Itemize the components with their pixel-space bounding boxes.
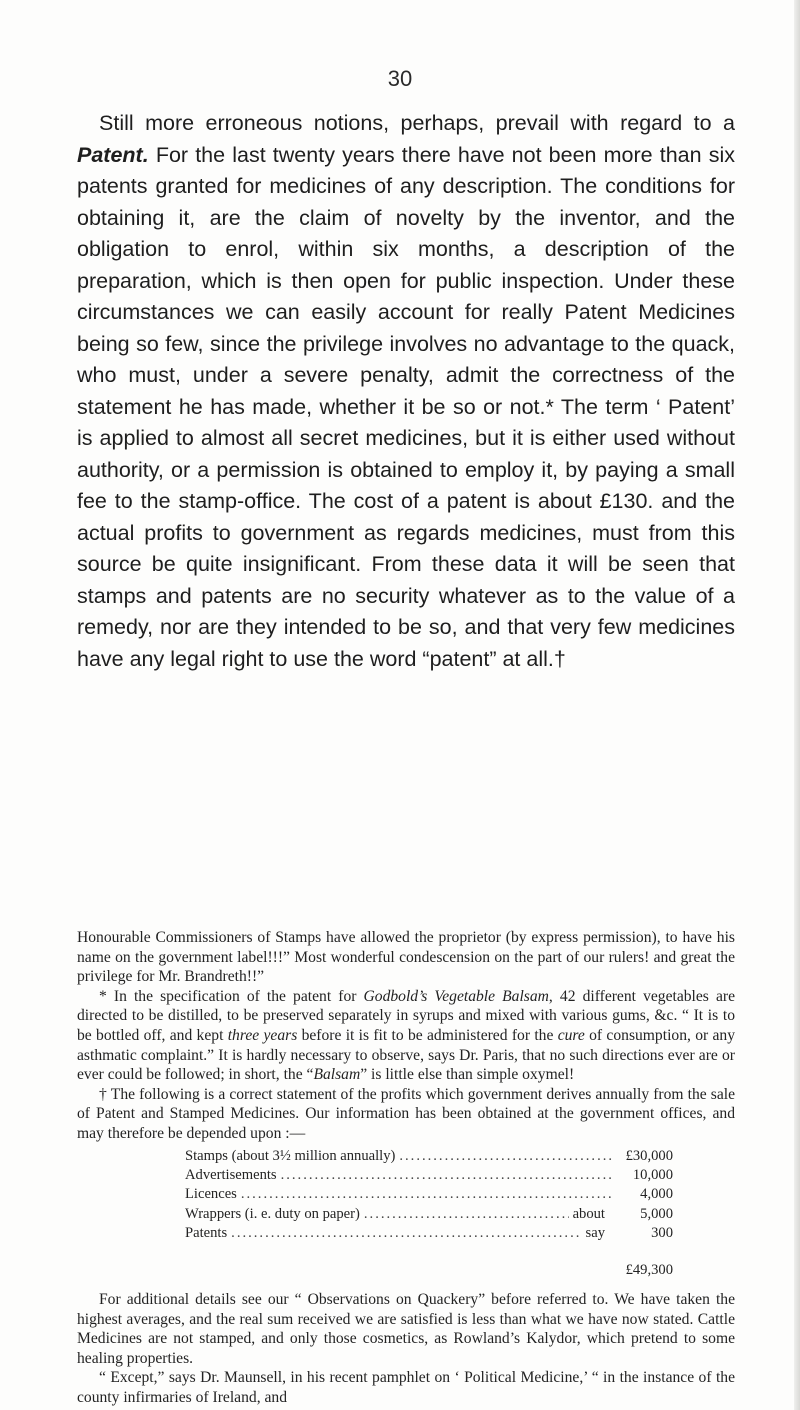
row-label: Patents: [185, 1225, 228, 1242]
row-value: 300: [651, 1225, 673, 1242]
row-value: 10,000: [632, 1166, 673, 1183]
row-value: 4,000: [640, 1186, 673, 1203]
row-qualifier: about: [572, 1205, 605, 1222]
footnote-text: , 42 different vegetables are directed to be distilled, to be preserved separately in syrups and mixed with various gums, &c. “ It is to be bottled off, and kept: [77, 987, 735, 1044]
footnote-star: [77, 987, 735, 1085]
table-total: [185, 1258, 673, 1280]
footnote-after-table: For additional details see our “ Observations on Quackery” before referred to. We have taken the highest averages, and the real sum received we are satisfied is less than what we have now stated. Cattle Medicines are not stamped, and only those cosmetics, as Rowland’s Kalydor, which pretend to some healing properties.: [77, 1290, 735, 1367]
page-number: 30: [387, 66, 413, 91]
profits-table: [185, 1147, 673, 1280]
row-label: Licences: [185, 1186, 237, 1203]
main-paragraph: [77, 108, 735, 675]
row-qualifier: say: [585, 1225, 605, 1242]
row-value: £30,000: [625, 1147, 673, 1164]
footnote-text: before it is fit to be administered for the: [297, 1026, 558, 1044]
footnotes: [77, 928, 735, 1408]
footnote-italic: three years: [227, 1026, 298, 1044]
footnote-text: of consumption, or any asthmatic complaint.” It is hardly necessary to observe, says Dr. Paris, that no such directions ever are or ever could be followed; in short, the “: [77, 1026, 736, 1084]
row-label: Advertisements: [185, 1166, 277, 1183]
footnote-continuation: Honourable Commissioners of Stamps have allowed the proprietor (by express permission), to have his name on the government label!!!” Most wonderful condescension on the part of our rulers! and great the privilege for Mr. Brandreth!!”: [77, 929, 735, 986]
footnote-italic: Balsam: [313, 1066, 361, 1084]
main-text-part: For the last twenty years there have not been more than six patents granted for medicines of any description. The conditions for obtaining it, are the claim of novelty by the inventor, and the obligation to enrol, within six months, a description of the preparation, which is then open for public inspection. Under these circumstances we can easily account for really Patent Medicines being so few, since the privilege involves no advantage to the quack, who must, under a severe penalty, admit the correctness of the statement he has made, whether it be so or not.* The term ‘ Patent’ is applied to almost all secret medicines, but it is either used without authority, or a permission is obtained to employ it, by paying a small fee to the stamp-office. The cost of a patent is about £130. and the actual profits to government as regards medicines, must from this source be quite insignificant. From these data it will be seen that stamps and patents are no security whatever as to the value of a remedy, nor are they intended to be so, and that very few medicines have any legal right to use the word “patent” at all.†: [77, 142, 735, 671]
footnote-text: * In the specification of the patent for: [99, 987, 364, 1005]
row-label: Stamps (about 3½ million annually): [185, 1147, 396, 1164]
total-value: £49,300: [625, 1261, 673, 1278]
footnote-text: ” is little else than simple oxymel!: [360, 1066, 575, 1084]
table-row: [185, 1224, 673, 1243]
footnote-italic: cure: [557, 1026, 585, 1044]
table-row: [185, 1147, 673, 1166]
main-text-part: Still more erroneous notions, perhaps, prevail with regard to a: [99, 111, 735, 135]
footnote-dagger: † The following is a correct statement of the profits which government derives annually from the sale of Patent and Stamped Medicines. Our information has been obtained at the government offices, and may therefore be depended upon :—: [77, 1085, 735, 1142]
row-label: Wrappers (i. e. duty on paper): [185, 1205, 360, 1222]
main-text-italic: Patent.: [77, 142, 149, 167]
footnote-italic: Godbold’s Vegetable Balsam: [363, 987, 549, 1005]
footnote-last: “ Except,” says Dr. Maunsell, in his recent pamphlet on ‘ Political Medicine,’ “ in the instance of the county infirmaries of Ireland, and: [77, 1369, 735, 1406]
table-row: [185, 1185, 673, 1204]
row-value: 5,000: [640, 1205, 673, 1222]
page-edge: [794, 0, 800, 1410]
table-row: [185, 1166, 673, 1185]
table-row: [185, 1205, 673, 1224]
